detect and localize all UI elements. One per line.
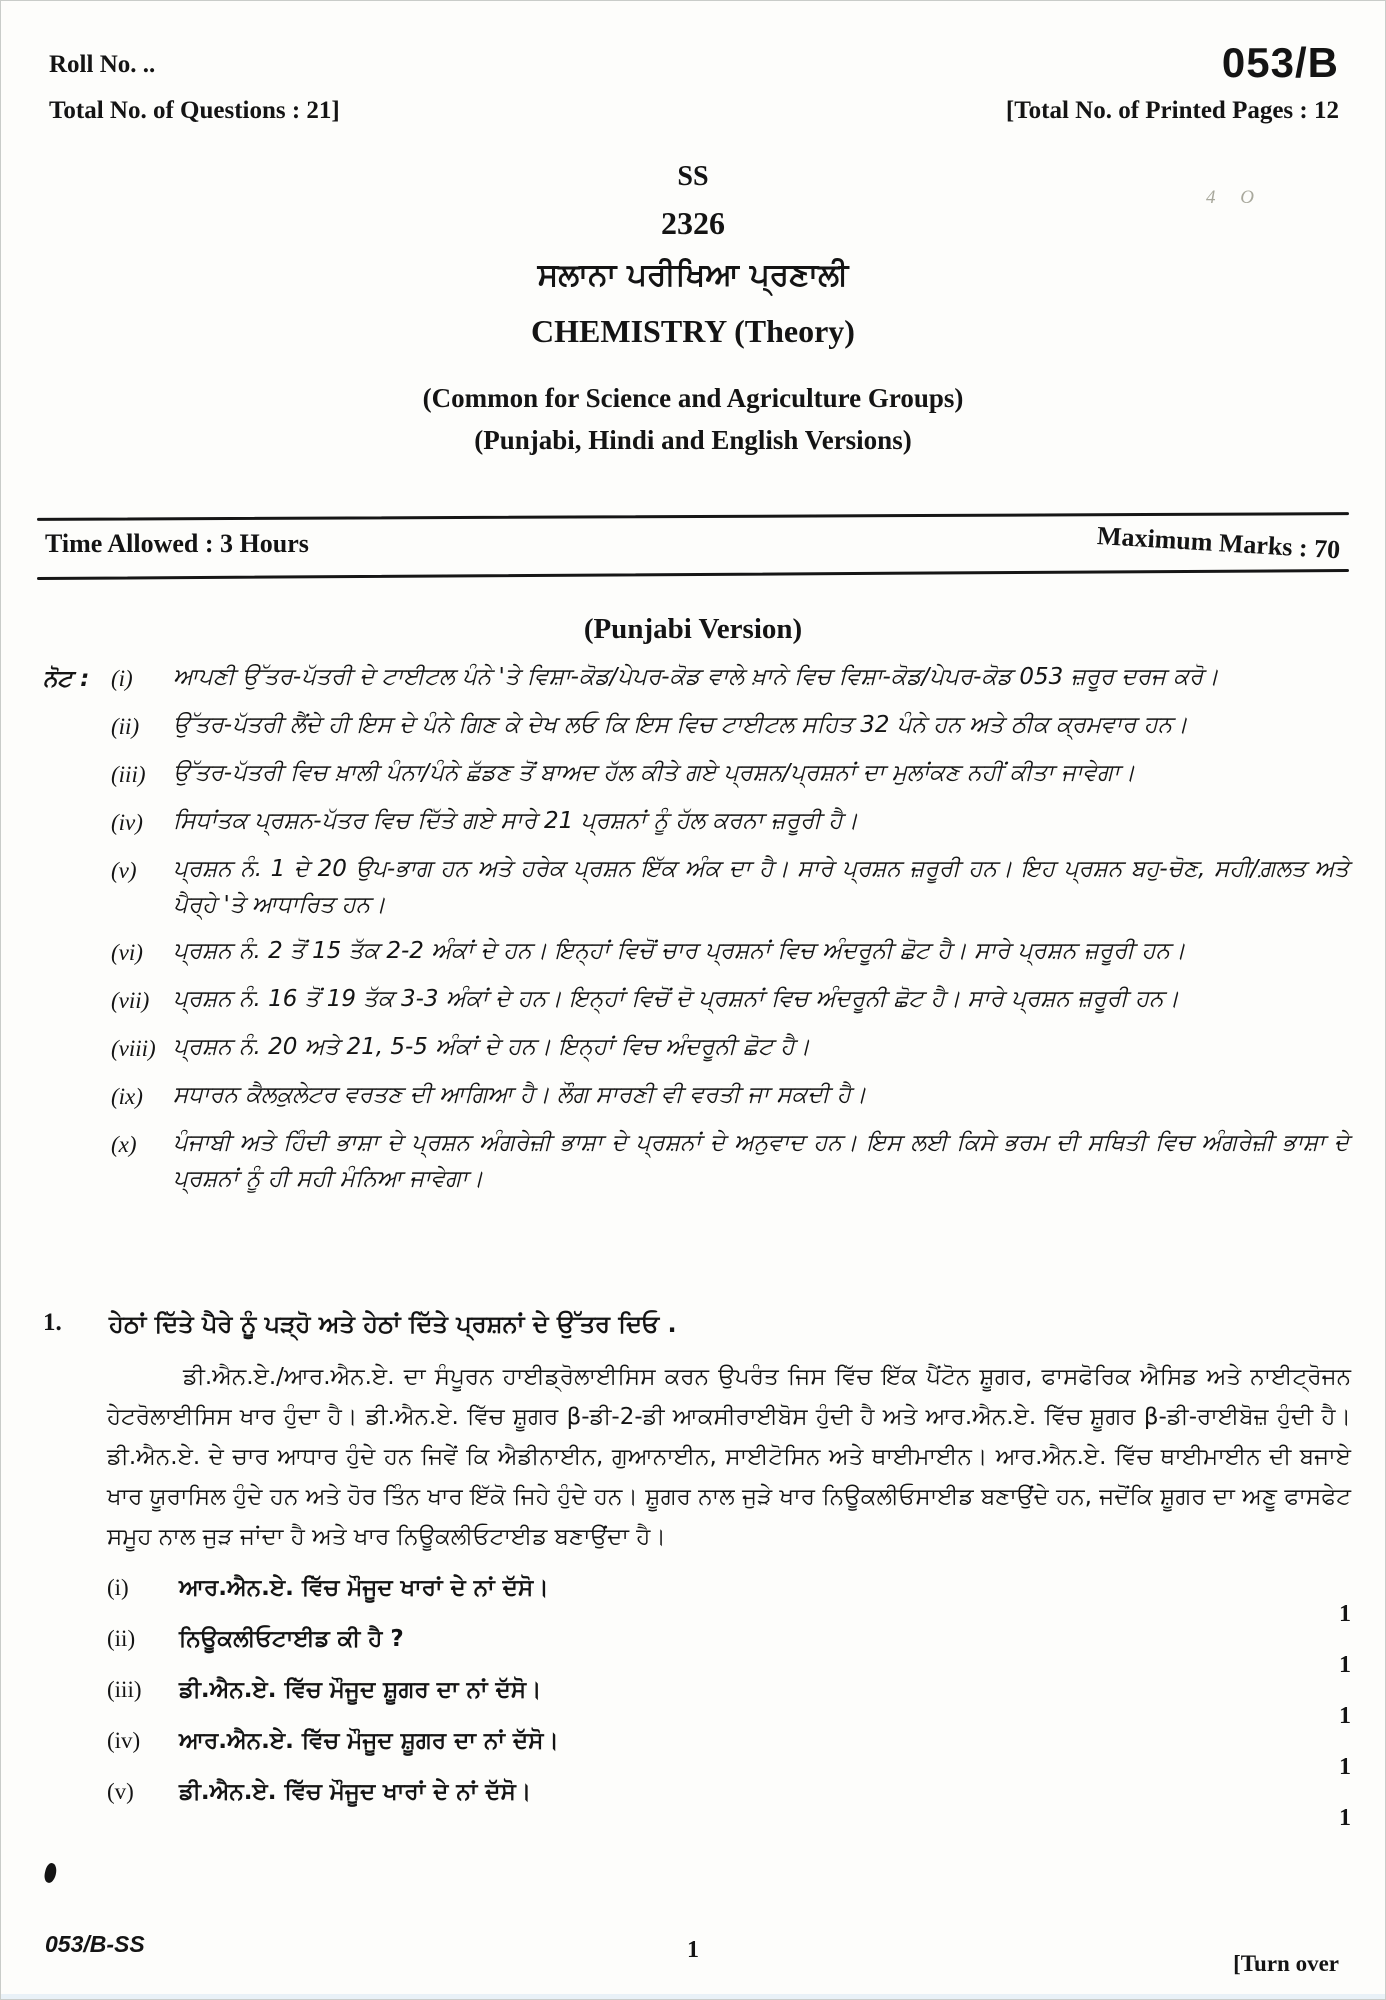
note-text: ਪ੍ਰਸ਼ਨ ਨੰ. 1 ਦੇ 20 ਉਪ-ਭਾਗ ਹਨ ਅਤੇ ਹਰੇਕ ਪ੍ਰਸ਼ਨ ਇੱਕ ਅੰਕ ਦਾ ਹੈ। ਸਾਰੇ ਪ੍ਰਸ਼ਨ ਜ਼ਰੂਰੀ ਹਨ। ਇਹ ਪ੍ਰਸ਼ਨ ਬਹੁ-ਚੋਣ, ਸਹੀ/ਗ਼ਲਤ ਅਤੇ ਪੈਰ੍ਹੇ 'ਤੇ ਆਧਾਰਿਤ ਹਨ। [173, 856, 1349, 918]
question-heading: ਹੇਠਾਂ ਦਿੱਤੇ ਪੈਰੇ ਨੂੰ ਪੜ੍ਹੋ ਅਤੇ ਹੇਠਾਂ ਦਿੱਤੇ ਪ੍ਰਸ਼ਨਾਂ ਦੇ ਉੱਤਰ ਦਿਓ . [109, 1310, 677, 1338]
note-item [43, 1029, 1349, 1067]
subject-title: CHEMISTRY (Theory) [531, 313, 855, 349]
note-text: ਸਿਧਾਂਤਕ ਪ੍ਰਸ਼ਨ-ਪੱਤਰ ਵਿਚ ਦਿੱਤੇ ਗਏ ਸਾਰੇ 21 ਪ੍ਰਸ਼ਨਾਂ ਨੂੰ ਹੱਲ ਕਰਨਾ ਜ਼ਰੂਰੀ ਹੈ। [173, 808, 859, 834]
divider-bottom [37, 569, 1349, 580]
note-number: (ix) [111, 1084, 143, 1109]
sub-question-number: (v) [107, 1779, 134, 1804]
paper-code: 053/B [1221, 39, 1339, 86]
notes-label: ਨੋਟ : [43, 666, 90, 692]
marks-value: 1 [1339, 1754, 1351, 1780]
question-number: 1. [43, 1309, 62, 1336]
note-item [43, 707, 1349, 745]
sub-question-text: ਆਰ.ਐਨ.ਏ. ਵਿੱਚ ਮੌਜੂਦ ਖਾਰਾਂ ਦੇ ਨਾਂ ਦੱਸੋ। [179, 1575, 549, 1601]
note-item [43, 933, 1349, 971]
note-item [43, 803, 1349, 841]
sub-question-number: (ii) [107, 1626, 136, 1651]
note-text: ਪ੍ਰਸ਼ਨ ਨੰ. 20 ਅਤੇ 21, 5-5 ਅੰਕਾਂ ਦੇ ਹਨ। ਇਨ੍ਹਾਂ ਵਿਚ ਅੰਦਰੂਨੀ ਛੋਟ ਹੈ। [173, 1034, 810, 1060]
note-text: ਪੰਜਾਬੀ ਅਤੇ ਹਿੰਦੀ ਭਾਸ਼ਾ ਦੇ ਪ੍ਰਸ਼ਨ ਅੰਗਰੇਜ਼ੀ ਭਾਸ਼ਾ ਦੇ ਪ੍ਰਸ਼ਨਾਂ ਦੇ ਅਨੁਵਾਦ ਹਨ। ਇਸ ਲਈ ਕਿਸੇ ਭਰਮ ਦੀ ਸਥਿਤੀ ਵਿਚ ਅੰਗਰੇਜ਼ੀ ਭਾਸ਼ਾ ਦੇ ਪ੍ਰਸ਼ਨਾਂ ਨੂੰ ਹੀ ਸਹੀ ਮੰਨਿਆ ਜਾਵੇਗਾ। [173, 1130, 1349, 1192]
section-heading-punjabi-version: (Punjabi Version) [583, 613, 803, 645]
sub-question-number: (iv) [107, 1728, 141, 1753]
scan-edge-artifact [1, 1994, 1385, 1999]
maximum-marks-label: Maximum Marks : 70 [1095, 521, 1341, 565]
note-number: (x) [111, 1132, 137, 1157]
sub-question [107, 1622, 1351, 1678]
punjabi-exam-title: ਸਲਾਨਾ ਪਰੀਖਿਆ ਪ੍ਰਣਾਲੀ [537, 257, 849, 293]
notes-section [43, 659, 1349, 1207]
note-number: (i) [111, 666, 133, 691]
question-1 [43, 1307, 1351, 1831]
sub-question [107, 1724, 1351, 1780]
paper-number: 2326 [661, 205, 725, 241]
note-item [43, 1077, 1349, 1115]
question-paragraph: ਡੀ.ਐਨ.ਏ./ਆਰ.ਐਨ.ਏ. ਦਾ ਸੰਪੂਰਨ ਹਾਈਡ੍ਰੋਲਾਈਸਿਸ ਕਰਨ ਉਪਰੰਤ ਜਿਸ ਵਿੱਚ ਇੱਕ ਪੈਂਟੋਨ ਸ਼ੂਗਰ, ਫਾਸਫੋਰਿਕ ਐਸਿਡ ਅਤੇ ਨਾਈਟ੍ਰੋਜਨ ਹੇਟਰੋਲਾਈਸਿਸ ਖਾਰ ਹੁੰਦਾ ਹੈ। ਡੀ.ਐਨ.ਏ. ਵਿੱਚ ਸ਼ੂਗਰ β-ਡੀ-2-ਡੀ ਆਕਸੀਰਾਈਬੋਸ ਹੁੰਦੀ ਹੈ ਅਤੇ ਆਰ.ਐਨ.ਏ. ਵਿੱਚ ਸ਼ੂਗਰ β-ਡੀ-ਰਾਈਬੋਜ਼ ਹੁੰਦੀ ਹੈ। ਡੀ.ਐਨ.ਏ. ਦੇ ਚਾਰ ਆਧਾਰ ਹੁੰਦੇ ਹਨ ਜਿਵੇਂ ਕਿ ਐਡੀਨਾਈਨ, ਗੁਆਨਾਈਨ, ਸਾਈਟੋਸਿਨ ਅਤੇ ਥਾਈਮਾਈਨ। ਆਰ.ਐਨ.ਏ. ਵਿੱਚ ਥਾਈਮਾਈਨ ਦੀ ਬਜਾਏ ਖਾਰ ਯੂਰਾਸਿਲ ਹੁੰਦੇ ਹਨ ਅਤੇ ਹੋਰ ਤਿੰਨ ਖਾਰ ਇੱਕੋ ਜਿਹੇ ਹੁੰਦੇ ਹਨ। ਸ਼ੂਗਰ ਨਾਲ ਜੁੜੇ ਖਾਰ ਨਿਊਕਲੀਓਸਾਈਡ ਬਣਾਉਂਦੇ ਹਨ, ਜਦੋਂਕਿ ਸ਼ੂਗਰ ਦਾ ਅਣੂ ਫਾਸਫੇਟ ਸਮੂਹ ਨਾਲ ਜੁੜ ਜਾਂਦਾ ਹੈ ਅਤੇ ਖਾਰ ਨਿਊਕਲੀਓਟਾਈਡ ਬਣਾਉਂਦਾ ਹੈ। [107, 1364, 1351, 1550]
marks-value: 1 [1339, 1652, 1351, 1678]
total-questions-label: Total No. of Questions : 21] [49, 97, 340, 124]
groups-line: (Common for Science and Agriculture Groups) [422, 383, 964, 413]
handwritten-pencil-mark: 4 O [1206, 187, 1264, 208]
note-number: (viii) [111, 1036, 156, 1061]
note-text: ਪ੍ਰਸ਼ਨ ਨੰ. 16 ਤੋਂ 19 ਤੱਕ 3-3 ਅੰਕਾਂ ਦੇ ਹਨ। ਇਨ੍ਹਾਂ ਵਿਚੋਂ ਦੋ ਪ੍ਰਸ਼ਨਾਂ ਵਿਚ ਅੰਦਰੂਨੀ ਛੋਟ ਹੈ। ਸਾਰੇ ਪ੍ਰਸ਼ਨ ਜ਼ਰੂਰੀ ਹਨ। [173, 986, 1179, 1012]
marks-value: 1 [1339, 1601, 1351, 1627]
note-text: ਸਧਾਰਨ ਕੈਲਕੁਲੇਟਰ ਵਰਤਣ ਦੀ ਆਗਿਆ ਹੈ। ਲੌਗ ਸਾਰਣੀ ਵੀ ਵਰਤੀ ਜਾ ਸਕਦੀ ਹੈ। [173, 1082, 867, 1108]
note-item [43, 659, 1349, 697]
note-item [43, 981, 1349, 1019]
sub-question-text: ਆਰ.ਐਨ.ਏ. ਵਿੱਚ ਮੌਜੂਦ ਸ਼ੂਗਰ ਦਾ ਨਾਂ ਦੱਸੋ। [179, 1728, 559, 1754]
series-code: SS [677, 161, 709, 192]
footer-page-number: 1 [687, 1937, 699, 1963]
note-number: (iv) [111, 810, 143, 835]
sub-question-text: ਨਿਊਕਲੀਓਟਾਈਡ ਕੀ ਹੈ ? [179, 1626, 404, 1652]
divider-top [37, 512, 1349, 521]
time-allowed-label: Time Allowed : 3 Hours [45, 529, 309, 558]
note-text: ਉੱਤਰ-ਪੱਤਰੀ ਲੈਂਦੇ ਹੀ ਇਸ ਦੇ ਪੰਨੇ ਗਿਣ ਕੇ ਦੇਖ ਲਓ ਕਿ ਇਸ ਵਿਚ ਟਾਈਟਲ ਸਹਿਤ 32 ਪੰਨੇ ਹਨ ਅਤੇ ਠੀਕ ਕ੍ਰਮਵਾਰ ਹਨ। [173, 712, 1188, 738]
sub-question-number: (iii) [107, 1677, 142, 1702]
note-text: ਪ੍ਰਸ਼ਨ ਨੰ. 2 ਤੋਂ 15 ਤੱਕ 2-2 ਅੰਕਾਂ ਦੇ ਹਨ। ਇਨ੍ਹਾਂ ਵਿਚੋਂ ਚਾਰ ਪ੍ਰਸ਼ਨਾਂ ਵਿਚ ਅੰਦਰੂਨੀ ਛੋਟ ਹੈ। ਸਾਰੇ ਪ੍ਰਸ਼ਨ ਜ਼ਰੂਰੀ ਹਨ। [173, 938, 1186, 964]
marks-value: 1 [1339, 1805, 1351, 1831]
note-item [43, 851, 1349, 923]
sub-question-text: ਡੀ.ਐਨ.ਏ. ਵਿੱਚ ਮੌਜੂਦ ਸ਼ੂਗਰ ਦਾ ਨਾਂ ਦੱਸੋ। [179, 1677, 542, 1703]
note-number: (v) [111, 858, 137, 883]
versions-line: (Punjabi, Hindi and English Versions) [474, 425, 912, 455]
note-number: (vii) [111, 988, 150, 1013]
note-number: (vi) [111, 940, 143, 965]
marks-value: 1 [1339, 1703, 1351, 1729]
sub-question [107, 1571, 1351, 1627]
note-text: ਉੱਤਰ-ਪੱਤਰੀ ਵਿਚ ਖ਼ਾਲੀ ਪੰਨਾ/ਪੰਨੇ ਛੱਡਣ ਤੋਂ ਬਾਅਦ ਹੱਲ ਕੀਤੇ ਗਏ ਪ੍ਰਸ਼ਨ/ਪ੍ਰਸ਼ਨਾਂ ਦਾ ਮੁਲਾਂਕਣ ਨਹੀਂ ਕੀਤਾ ਜਾਵੇਗਾ। [173, 760, 1136, 786]
footer-turn-over: [Turn over [1233, 1951, 1339, 1976]
ink-blot-mark [43, 1862, 59, 1884]
sub-question [107, 1673, 1351, 1729]
footer-paper-code: 053/B-SS [45, 1931, 145, 1957]
sub-question-text: ਡੀ.ਐਨ.ਏ. ਵਿੱਚ ਮੌਜੂਦ ਖਾਰਾਂ ਦੇ ਨਾਂ ਦੱਸੋ। [179, 1779, 532, 1805]
roll-no-label: Roll No. .. [49, 51, 156, 78]
note-item [43, 1125, 1349, 1197]
note-number: (ii) [111, 714, 140, 739]
printed-pages-label: [Total No. of Printed Pages : 12 [1005, 97, 1339, 124]
note-number: (iii) [111, 762, 146, 787]
sub-question [107, 1775, 1351, 1831]
note-text: ਆਪਣੀ ਉੱਤਰ-ਪੱਤਰੀ ਦੇ ਟਾਈਟਲ ਪੰਨੇ 'ਤੇ ਵਿਸ਼ਾ-ਕੋਡ/ਪੇਪਰ-ਕੋਡ ਵਾਲੇ ਖ਼ਾਨੇ ਵਿਚ ਵਿਸ਼ਾ-ਕੋਡ/ਪੇਪਰ-ਕੋਡ 053 ਜ਼ਰੂਰ ਦਰਜ ਕਰੋ। [173, 664, 1219, 690]
note-item [43, 755, 1349, 793]
sub-question-number: (i) [107, 1575, 129, 1600]
